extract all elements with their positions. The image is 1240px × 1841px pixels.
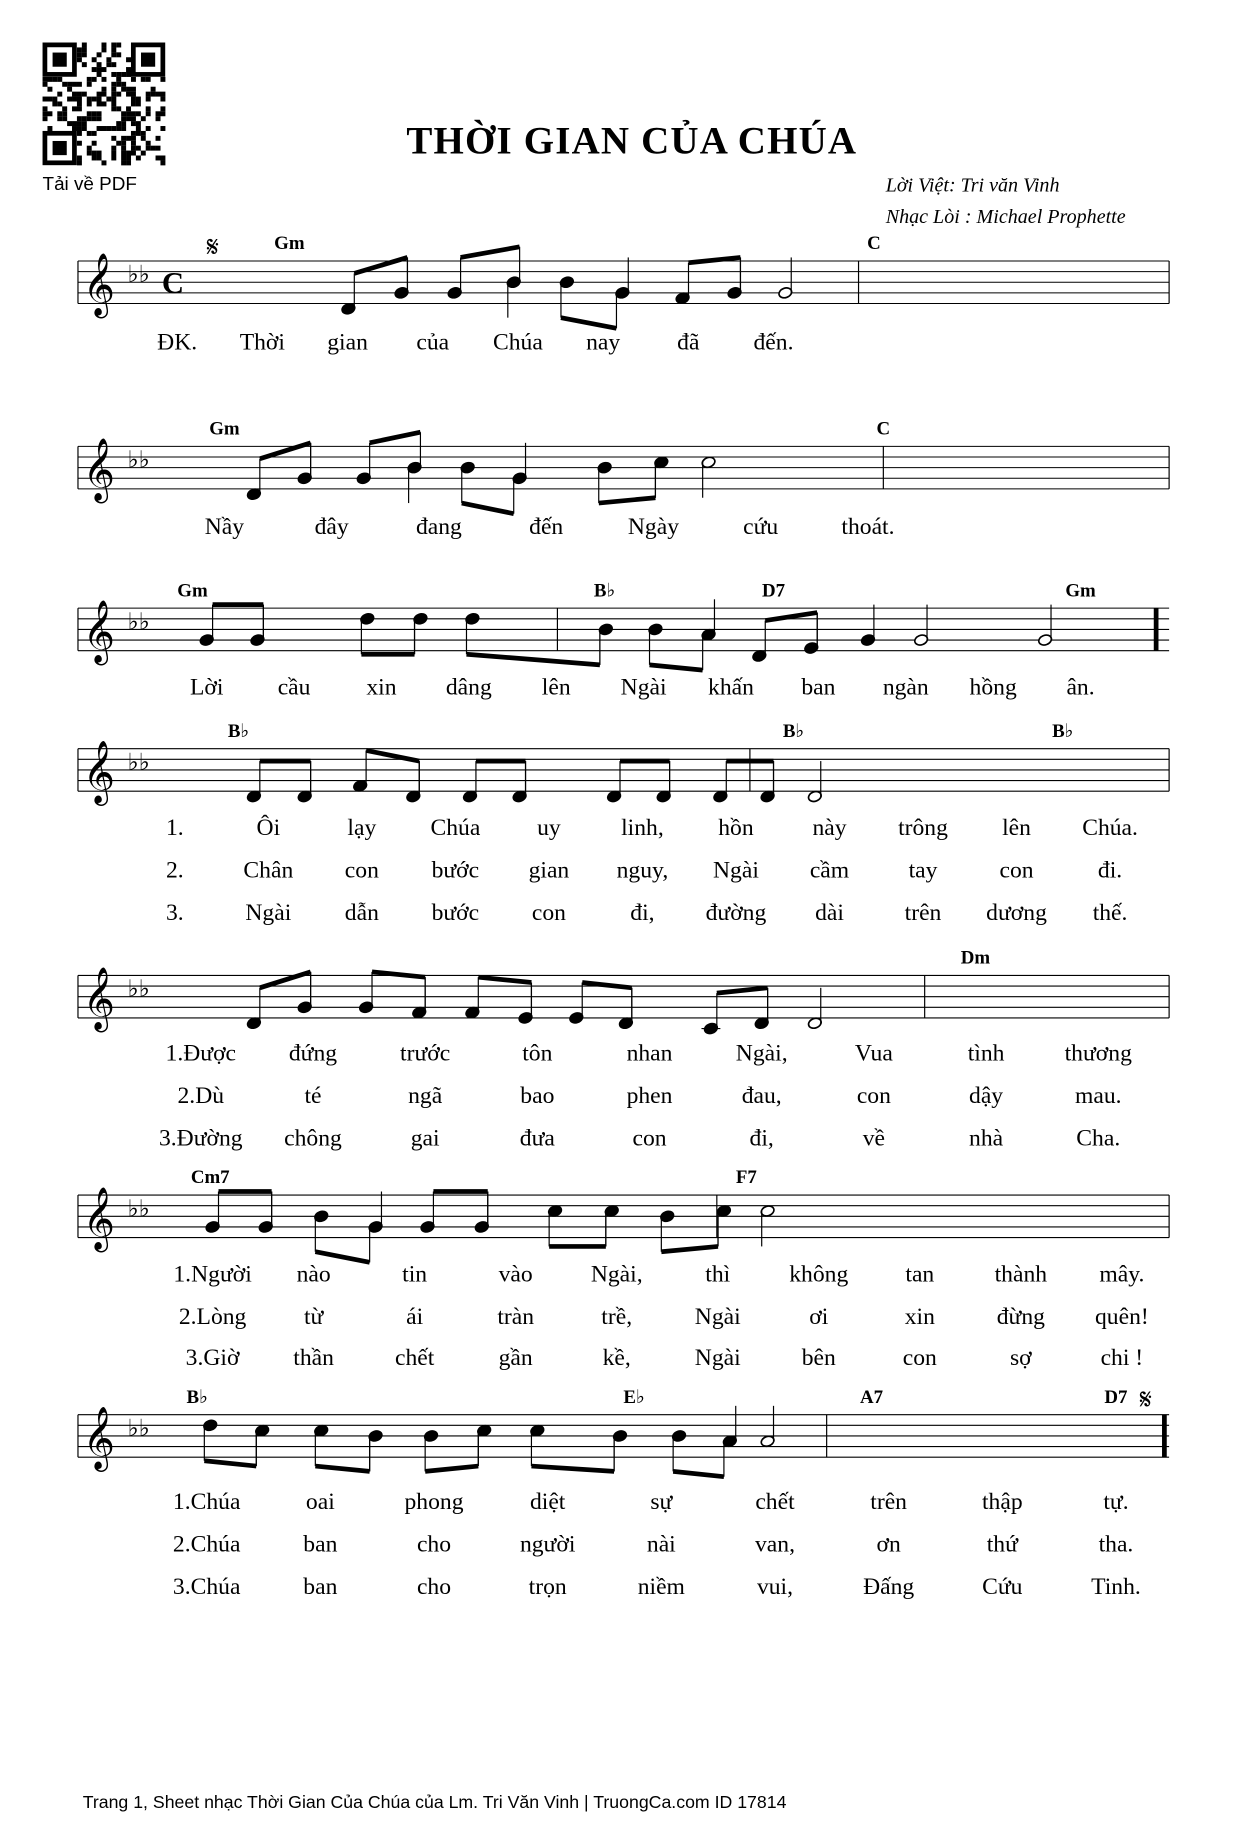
beam (599, 498, 656, 503)
lyric-word: 3.Đường (158, 1125, 243, 1152)
note (604, 1204, 619, 1246)
lyric-word: cho (416, 1531, 452, 1558)
common-time-icon: C (161, 265, 184, 300)
lyric-word: tan (905, 1261, 935, 1288)
lyric-word: oai (305, 1489, 335, 1516)
lyric-word: cứu (743, 513, 779, 540)
lyric-word: 2.Lòng (178, 1303, 247, 1330)
note (754, 988, 769, 1030)
lyric-word: Vua (854, 1040, 893, 1067)
lyric-word: Ngài (713, 857, 759, 884)
note (807, 761, 822, 803)
lyric-word: đi, (630, 899, 655, 926)
lyric-word: hồng (969, 674, 1017, 701)
segno-icon: 𝄋 (206, 232, 219, 264)
key-signature-flat-icon: ♭♭ (127, 1196, 150, 1223)
staff-system (78, 948, 1169, 1152)
treble-clef-icon: 𝄞 (82, 1188, 115, 1249)
chord-symbol: Gm (209, 418, 240, 440)
note (598, 623, 613, 665)
chord-symbol: Dm (960, 947, 991, 969)
note (476, 1424, 491, 1466)
beam (461, 247, 520, 258)
key-signature-flat-icon: ♭♭ (127, 262, 150, 289)
lyric-word: Ngài, (735, 1040, 788, 1067)
staff (78, 446, 1169, 489)
lyric-word: con (902, 1345, 937, 1372)
chord-symbol: D7 (1104, 1386, 1128, 1408)
lyric-word: gian (327, 329, 368, 356)
note (760, 1406, 775, 1448)
treble-clef-icon: 𝄞 (82, 601, 115, 662)
beam (260, 443, 311, 459)
lyric-word: thì (705, 1261, 731, 1288)
staff (78, 975, 1169, 1018)
lyric-word: phong (404, 1489, 464, 1516)
lyric-word: hồn (718, 814, 754, 841)
lyric-word: ĐK. (157, 329, 198, 356)
lyric-word: đây (314, 513, 349, 540)
lyric-word: Nầy (204, 513, 245, 540)
beam (650, 665, 703, 670)
lyric-word: từ (303, 1303, 324, 1330)
beam (260, 972, 311, 988)
staff-system (78, 419, 1169, 540)
lyric-word: trông (898, 814, 948, 841)
lyric-word: bước (431, 899, 480, 926)
lyric-word: té (304, 1082, 322, 1109)
beam (462, 503, 514, 514)
chord-symbol: D7 (761, 580, 786, 602)
lyric-word: linh, (621, 814, 664, 841)
lyric-word: ban (303, 1531, 338, 1558)
lyric-word: chết (394, 1345, 435, 1372)
lyric-word: trề, (601, 1303, 633, 1330)
lyric-word: Ngài, (590, 1261, 643, 1288)
chord-symbol: F7 (735, 1167, 757, 1189)
note (512, 443, 527, 485)
lyric-word: đi. (1097, 857, 1123, 884)
lyric-word: 1. (165, 814, 184, 841)
lyric-word: ơi (809, 1303, 829, 1330)
key-signature-flat-icon: ♭♭ (127, 976, 150, 1003)
lyric-word: thế. (1092, 899, 1128, 926)
lyric-word: diệt (529, 1489, 566, 1516)
note (406, 761, 421, 803)
lyric-word: con (856, 1082, 891, 1109)
lyric-word: 2.Dù (177, 1082, 225, 1109)
lyric-word: bao (520, 1082, 555, 1109)
lyric-word: Ngài (620, 674, 667, 701)
note (297, 443, 312, 485)
lyric-word: van, (754, 1531, 795, 1558)
composer-credit: Nhạc Lòi : Michael Prophette (885, 206, 1126, 229)
lyric-word: Chúa. (1082, 814, 1138, 841)
lyric-word: ân. (1066, 674, 1095, 701)
staff-system (78, 580, 1169, 700)
note (752, 613, 818, 663)
lyric-word: tự. (1103, 1489, 1129, 1516)
lyric-word: 2.Chúa (172, 1531, 241, 1558)
lyric-word: đưa (519, 1125, 555, 1152)
chord-symbol: C (876, 418, 891, 440)
lyric-word: Cha. (1076, 1125, 1121, 1152)
lyric-word: Tinh. (1091, 1574, 1141, 1601)
staff (78, 608, 1169, 651)
lyric-word: tin (402, 1261, 428, 1288)
lyric-word: về (862, 1125, 886, 1152)
lyric-word: tôn (522, 1040, 553, 1067)
lyric-word: ái (406, 1303, 424, 1330)
key-signature-flat-icon: ♭♭ (127, 447, 150, 474)
lyric-word: thần (293, 1345, 334, 1372)
note (760, 1204, 775, 1246)
key-signature-flat-icon: ♭♭ (127, 609, 150, 636)
lyric-word: gian (528, 857, 570, 884)
lyric-word: con (344, 857, 379, 884)
lyric-word: 3.Chúa (172, 1574, 241, 1601)
lyric-word: ngàn (882, 674, 929, 701)
lyric-word: 2. (165, 857, 184, 884)
beam (478, 977, 531, 982)
chord-symbol: E♭ (623, 1386, 645, 1408)
beam (370, 432, 421, 443)
lyric-word: dương (986, 899, 1047, 926)
note (518, 982, 533, 1024)
beam (354, 257, 407, 273)
beam (315, 1466, 369, 1471)
beam (717, 988, 768, 993)
lyricist-credit: Lời Việt: Tri văn Vinh (885, 174, 1060, 197)
note (760, 761, 775, 803)
lyric-word: Ôi (256, 814, 281, 841)
lyric-word: 1.Người (173, 1261, 252, 1288)
lyric-word: đã (677, 329, 700, 356)
note (778, 257, 793, 299)
lyric-word: thương (1064, 1040, 1132, 1067)
lyric-word: ngã (408, 1082, 443, 1109)
lyric-word: thoát. (841, 513, 895, 540)
lyric-word: nhà (969, 1125, 1004, 1152)
note (530, 1424, 614, 1471)
lyric-word: vui, (756, 1574, 794, 1601)
note (701, 456, 716, 498)
lyric-word: con (632, 1125, 667, 1152)
chord-symbol: A7 (859, 1386, 884, 1408)
lyric-word: con (531, 899, 566, 926)
lyric-word: không (789, 1261, 849, 1288)
note (250, 605, 265, 647)
note (716, 1204, 731, 1246)
note (618, 988, 633, 1030)
lyric-word: đừng (996, 1303, 1045, 1330)
lyric-word: này (812, 814, 847, 841)
lyric-word: trước (400, 1040, 451, 1067)
note (413, 612, 428, 654)
note (254, 1424, 269, 1466)
key-signature-flat-icon: ♭♭ (127, 1415, 150, 1442)
lyric-word: gần (498, 1345, 533, 1372)
lyric-word: nhan (626, 1040, 673, 1067)
lyric-word: con (999, 857, 1034, 884)
lyric-word: tay (908, 857, 938, 884)
beam (425, 1466, 478, 1471)
lyric-word: ơn (876, 1531, 901, 1558)
lyric-word: Ngài (245, 899, 292, 926)
staff-system (78, 1385, 1169, 1600)
note (654, 456, 669, 498)
lyric-word: quên! (1094, 1303, 1149, 1330)
chord-symbol: B♭ (186, 1386, 208, 1408)
lyric-word: chết (755, 1489, 795, 1516)
lyric-word: Ngài (694, 1303, 741, 1330)
lyric-word: Cứu (982, 1574, 1023, 1601)
lyric-word: thứ (986, 1531, 1018, 1558)
note (1037, 605, 1052, 647)
note (407, 461, 422, 503)
lyric-word: chi ! (1100, 1345, 1144, 1372)
lyric-word: đang (415, 513, 462, 540)
beam (466, 654, 599, 665)
qr-code[interactable] (43, 43, 166, 166)
lyric-word: mây. (1099, 1261, 1145, 1288)
treble-clef-icon: 𝄞 (82, 968, 115, 1029)
lyric-word: lên (1002, 814, 1031, 841)
lyric-word: đi, (749, 1125, 774, 1152)
beam (582, 982, 632, 987)
lyric-word: 3.Giờ (185, 1345, 240, 1372)
chord-symbol: B♭ (782, 720, 805, 742)
chord-symbol: B♭ (227, 720, 250, 742)
lyric-word: Chúa (430, 814, 481, 841)
lyric-word: Chân (243, 857, 294, 884)
note (656, 761, 671, 803)
note (368, 1429, 383, 1471)
lyric-word: trên (904, 899, 942, 926)
segno-icon: 𝄋 (1139, 1384, 1152, 1416)
lyric-word: cho (416, 1574, 452, 1601)
treble-clef-icon: 𝄞 (82, 439, 115, 500)
chord-symbol: B♭ (593, 580, 616, 602)
lyric-word: Ngài (694, 1345, 741, 1372)
staff (78, 749, 1169, 792)
final-barline (1162, 1415, 1167, 1458)
lyric-word: đường (705, 899, 767, 926)
lyric-word: đến. (753, 329, 794, 356)
chord-symbol: C (867, 233, 881, 255)
lyric-word: thập (981, 1489, 1023, 1516)
lyric-word: gai (410, 1125, 440, 1152)
lyric-word: vào (498, 1261, 533, 1288)
lyric-word: bước (431, 857, 480, 884)
beam (661, 1246, 718, 1251)
lyric-word: người (519, 1531, 576, 1558)
lyric-word: tình (967, 1040, 1005, 1067)
lyric-word: sự (650, 1489, 673, 1516)
lyric-word: dâng (445, 674, 492, 701)
lyric-word: nài (646, 1531, 676, 1558)
lyric-word: lên (541, 674, 571, 701)
lyric-word: Chúa (493, 329, 543, 356)
lyric-word: dẫn (344, 899, 379, 926)
lyric-word: khấn (708, 674, 754, 701)
lyric-word: trọn (528, 1574, 567, 1601)
lyric-word: 1.Chúa (172, 1489, 241, 1516)
lyric-word: Ngày (627, 513, 680, 540)
beam (561, 318, 617, 329)
beam (765, 613, 817, 621)
note (297, 972, 312, 1014)
note (506, 276, 521, 318)
beam (688, 257, 740, 262)
lyric-word: thành (994, 1261, 1048, 1288)
staff-system (78, 1167, 1169, 1371)
note (615, 257, 630, 299)
note (512, 761, 527, 803)
chord-symbol: Gm (274, 233, 305, 255)
note (368, 1192, 383, 1234)
lyric-word: phen (626, 1082, 673, 1109)
note (727, 257, 742, 299)
beam (673, 1471, 724, 1476)
lyric-word: niềm (637, 1574, 685, 1601)
lyric-word: ban (801, 674, 836, 701)
lyric-word: Đấng (863, 1574, 915, 1601)
key-signature-flat-icon: ♭♭ (127, 749, 150, 776)
lyric-word: bên (801, 1345, 836, 1372)
lyric-word: nay (586, 329, 621, 356)
lyric-word: cầm (809, 857, 850, 884)
lyric-word: dài (815, 899, 844, 926)
lyric-word: chông (284, 1125, 342, 1152)
note (722, 1406, 737, 1448)
note (612, 1429, 627, 1471)
treble-clef-icon: 𝄞 (82, 1408, 115, 1469)
lyric-word: Lời (189, 674, 224, 701)
lyric-word: 1.Được (165, 1040, 237, 1067)
lyric-word: xin (366, 674, 397, 701)
lyric-word: trên (870, 1489, 908, 1516)
treble-clef-icon: 𝄞 (82, 742, 115, 803)
note (297, 761, 312, 803)
lyric-word: sợ (1010, 1345, 1032, 1372)
lyric-word: Thời (239, 329, 286, 356)
lyric-word: lạy (347, 814, 377, 841)
chord-symbol: Cm7 (190, 1167, 230, 1189)
lyric-word: kề, (602, 1345, 631, 1372)
lyric-word: của (416, 329, 450, 356)
lyric-word: xin (904, 1303, 935, 1330)
note (807, 988, 822, 1030)
chord-symbol: Gm (1065, 580, 1096, 602)
staff-system (78, 232, 1169, 355)
lyric-word: tha. (1098, 1531, 1134, 1558)
download-pdf-label[interactable]: Tải về PDF (42, 174, 137, 196)
final-barline (1154, 608, 1159, 651)
chord-symbol: Gm (177, 580, 208, 602)
lyric-word: nguy, (616, 857, 669, 884)
treble-clef-icon: 𝄞 (82, 254, 115, 315)
lyric-word: mau. (1074, 1082, 1122, 1109)
beam (204, 1461, 256, 1466)
lyric-word: tràn (497, 1303, 535, 1330)
note (913, 605, 928, 647)
lyric-word: 3. (165, 899, 184, 926)
note (314, 1424, 370, 1471)
lyric-word: ban (303, 1574, 338, 1601)
beam (372, 972, 425, 977)
lyric-word: đau, (741, 1082, 782, 1109)
note (412, 977, 427, 1019)
song-title: THỜI GIAN CỦA CHÚA (406, 119, 858, 163)
lyric-word: nào (296, 1261, 331, 1288)
lyric-word: đứng (288, 1040, 338, 1067)
note (547, 1204, 605, 1246)
note (258, 1192, 273, 1234)
beam (531, 1466, 614, 1471)
lyric-word: uy (537, 814, 561, 841)
chord-symbol: B♭ (1052, 720, 1074, 742)
staff (78, 1195, 1169, 1238)
lyric-word: dậy (969, 1082, 1004, 1109)
lyric-word: đến (529, 513, 564, 540)
page-footer: Trang 1, Sheet nhạc Thời Gian Của Chúa của Lm. Tri Văn Vinh | TruongCa.com ID 17814 (82, 1791, 787, 1812)
note (701, 599, 716, 641)
lyric-word: cầu (277, 674, 311, 701)
note (860, 605, 875, 647)
note (474, 1192, 489, 1234)
note (394, 257, 409, 299)
staff-system (78, 721, 1169, 926)
